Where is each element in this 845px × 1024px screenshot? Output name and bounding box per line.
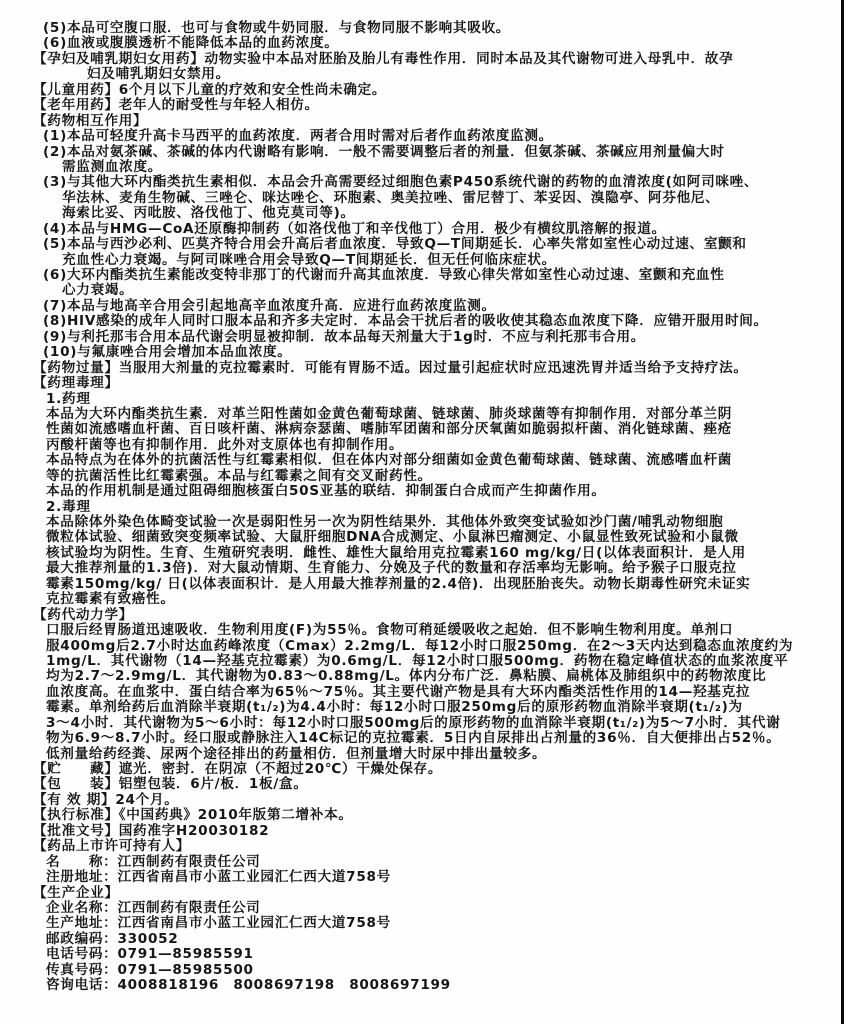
doc-line-27: 性菌如流感嗜血杆菌、百日咳杆菌、淋病奈瑟菌、嗜肺军团菌和部分厌氧菌如脆弱拟杆菌、消化链球菌、痤疮 [46, 421, 733, 438]
doc-line-30: 等的抗菌活性比红霉素强。本品与红霉素之间有交叉耐药性。 [46, 467, 432, 484]
scan-edge-artifact [841, 0, 844, 1024]
doc-line-60: 邮政编码：330052 [46, 930, 179, 947]
doc-line-17: (6)大环内酯类抗生素能改变特非那丁的代谢而升高其血浓度．导致心律失常如室性心动过速、室颤和充血性 [43, 267, 725, 283]
doc-line-49: 【贮 藏】遮光．密封．在阴凉（不超过20℃）干燥处保存。 [33, 761, 443, 777]
doc-line-37: 霉素150mg/kg/ 日(以体表面积计．是人用最大推荐剂量的2.4倍)．出现胚胎丧失。动物长期毒性研究未证实 [46, 575, 751, 592]
doc-line-52: 【执行标准】《中国药典》2010年版第二增补本。 [33, 807, 353, 824]
doc-line-46: 3～4小时．其代谢物为5～6小时：每12小时口服500mg后的原形药物的血消除半衰期(t₁/₂)为5～7小时．其代谢 [46, 714, 781, 731]
doc-line-63: 咨询电话：4008818196 8008697198 8008697199 [46, 977, 451, 994]
doc-line-53: 【批准文号】国药准字H20030182 [33, 822, 270, 839]
doc-line-33: 本品除体外染色体畸变试验一次是弱阳性另一次为阴性结果外．其他体外致突变试验如沙门菌/哺乳动物细胞 [46, 514, 724, 530]
doc-line-41: 服400mg后2.7小时达血药峰浓度（Cmax）2.2mg/L．每12小时口服250mg．在2～3天内达到稳态血浓度约为 [46, 637, 794, 654]
document-lines [0, 21, 845, 994]
doc-line-29: 本品特点为在体外的抗菌活性与红霉素相似．但在体内对部分细菌如金黄色葡萄球菌、链球菌、流感嗜血杆菌 [46, 452, 733, 469]
doc-line-2: (6)血液或腹膜透析不能降低本品的血药浓度。 [43, 35, 339, 52]
doc-line-1: (5)本品可空腹口服．也可与食物或牛奶同服．与食物同服不影响其吸收。 [43, 20, 511, 36]
doc-line-4: 妇及哺乳期妇女禁用。 [87, 66, 230, 83]
doc-line-36: 最大推荐剂量的1.3倍)．对大鼠动情期、生育能力、分娩及子代的数量和存活率均无影响。给予猴子口服克拉 [46, 560, 737, 577]
doc-line-35: 核试验均为阴性。生育、生殖研究表明．雌性、雄性大鼠给用克拉霉素160 mg/kg/日(以体表面积计．是人用 [46, 544, 746, 561]
doc-line-40: 口服后经胃肠道迅速吸收．生物利用度(F)为55％。食物可稍延缓吸收之起始．但不影响生物利用度。单剂口 [46, 622, 734, 639]
doc-line-3: 【孕妇及哺乳期妇女用药】动物实验中本品对胚胎及胎儿有毒性作用．同时本品及其代谢物可进入母乳中．故孕 [33, 50, 734, 67]
doc-line-54: 【药品上市许可持有人】 [33, 838, 191, 855]
doc-line-24: 【药理毒理】 [33, 375, 119, 392]
doc-line-51: 【有 效 期】24个月。 [33, 791, 179, 808]
doc-line-7: 【药物相互作用】 [33, 112, 148, 129]
doc-line-61: 电话号码：0791—85985591 [46, 946, 254, 963]
doc-line-19: (7)本品与地高辛合用会引起地高辛血浓度升高．应进行血药浓度监测。 [43, 297, 496, 314]
doc-line-58: 企业名称：江西制药有限责任公司 [46, 899, 261, 916]
doc-line-20: (8)HIV感染的成年人同时口服本品和齐多夫定时．本品会干扰后者的吸收使其稳态血浓度下降．应错开服用时间。 [43, 313, 768, 330]
doc-line-9: (2)本品对氨茶碱、茶碱的体内代谢略有影响．一般不需要调整后者的剂量．但氨茶碱、茶碱应用剂量偏大时 [43, 143, 725, 160]
doc-line-50: 【包 装】铝塑包装．6片/板．1板/盒。 [33, 776, 308, 793]
doc-line-43: 均为2.7～2.9mg/L．其代谢物为0.83～0.88mg/L。体内分布广泛．鼻粘膜、扁桃体及肺组织中的药物浓度比 [46, 668, 767, 685]
doc-line-34: 微粒体试验、细菌致突变频率试验、大鼠肝细胞DNA合成测定、小鼠淋巴瘤测定、小鼠显性致死试验和小鼠微 [46, 529, 739, 546]
doc-line-56: 注册地址：江西省南昌市小蓝工业园汇仁西大道758号 [46, 869, 391, 886]
doc-line-45: 霉素。单剂给药后血消除半衰期(t₁/₂)为4.4小时：每12小时口服250mg后的原形药物血消除半衰期(t₁/₂)为 [46, 699, 743, 716]
doc-line-13: 海索比妥、丙吡胺、洛伐他丁、他克莫司等)。 [62, 205, 355, 222]
doc-line-12: 华法林、麦角生物碱、三唑仑、咪达唑仑、环胞素、奥美拉唑、雷尼替丁、苯妥因、溴隐亭、阿芬他尼、 [62, 189, 720, 206]
doc-line-55: 名 称：江西制药有限责任公司 [46, 853, 261, 870]
doc-line-38: 克拉霉素有致癌性。 [46, 591, 175, 608]
doc-line-57: 【生产企业】 [33, 884, 119, 901]
doc-line-48: 低剂量给药经粪、尿两个途径排出的药量相仿．但剂量增大时尿中排出量较多。 [46, 745, 547, 762]
doc-line-31: 本品的作用机制是通过阻碍细胞核蛋白50S亚基的联结．抑制蛋白合成而产生抑菌作用。 [46, 483, 606, 500]
doc-line-26: 本品为大环内酯类抗生素．对革兰阳性菌如金黄色葡萄球菌、链球菌、肺炎球菌等有抑制作用．对部分革兰阴 [46, 405, 733, 422]
doc-line-44: 血浓度高。在血浆中．蛋白结合率为65％～75％。其主要代谢产物是具有大环内酯类活性作用的14—羟基克拉 [46, 683, 751, 700]
doc-line-22: (10)与氟康唑合用会增加本品血浓度。 [43, 344, 292, 361]
doc-line-23: 【药物过量】当服用大剂量的克拉霉素时．可能有胃肠不适。因过量引起症状时应迅速洗胃并适当给予支持疗法。 [33, 359, 748, 376]
doc-line-11: (3)与其他大环内酯类抗生素相似．本品会升高需要经过细胞色素P450系统代谢的药物的血清浓度(如阿司咪唑、 [43, 174, 759, 191]
doc-line-21: (9)与利托那韦合用本品代谢会明显被抑制．故本品每天剂量大于1g时．不应与利托那韦合用。 [43, 328, 646, 345]
doc-line-10: 需监测血浓度。 [62, 158, 163, 175]
doc-line-47: 物为6.9～8.7小时。经口服或静脉注入14C标记的克拉霉素．5日内自尿排出占剂量的36％．自大便排出占52％。 [46, 730, 781, 747]
doc-line-18: 心力衰竭。 [62, 282, 134, 299]
doc-line-5: 【儿童用药】6个月以下儿童的疗效和安全性尚未确定。 [33, 81, 387, 98]
doc-line-39: 【药代动力学】 [33, 606, 134, 623]
doc-line-42: 1mg/L．其代谢物（14—羟基克拉霉素）为0.6mg/L．每12小时口服500mg．药物在稳定峰值状态的血浆浓度平 [46, 652, 789, 669]
doc-line-62: 传真号码：0791—85985500 [46, 961, 254, 978]
doc-line-25: 1.药理 [46, 390, 91, 407]
doc-line-8: (1)本品可轻度升高卡马西平的血药浓度．两者合用时需对后者作血药浓度监测。 [43, 128, 553, 145]
doc-line-16: 充血性心力衰竭。与阿司咪唑合用会导致Q—T间期延长．但无任何临床症状。 [62, 251, 556, 268]
doc-line-14: (4)本品与HMG—CoA还原酶抑制药（如洛伐他丁和辛伐他丁）合用．极少有横纹肌溶解的报道。 [43, 220, 666, 237]
doc-line-15: (5)本品与西沙必利、匹莫齐特合用会升高后者血浓度．导致Q—T间期延长．心率失常如室性心动过速、室颤和 [43, 236, 747, 253]
doc-line-6: 【老年用药】老年人的耐受性与年轻人相仿。 [33, 97, 319, 114]
doc-line-32: 2.毒理 [46, 498, 91, 515]
doc-line-28: 丙酸杆菌等也有抑制作用．此外对支原体也有抑制作用。 [46, 436, 404, 453]
doc-line-59: 生产地址：江西省南昌市小蓝工业园汇仁西大道758号 [46, 915, 391, 932]
